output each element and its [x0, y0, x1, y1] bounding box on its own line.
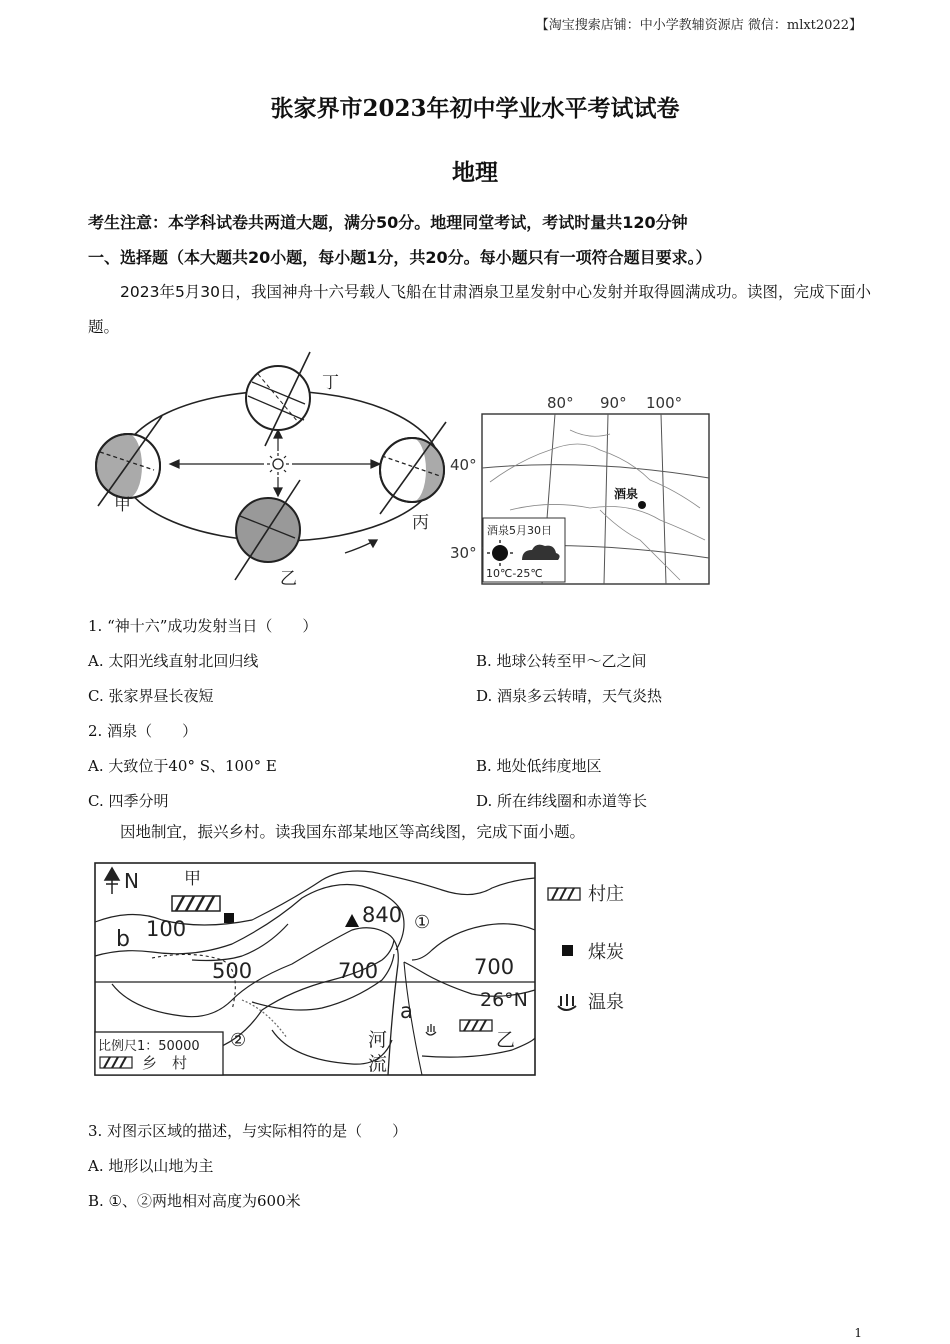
q2-option-a[interactable]: A. 大致位于40° S、100° E — [88, 757, 277, 775]
contour-700-b: 700 — [474, 955, 515, 979]
earth-jia — [96, 416, 162, 506]
legend-village: 村庄 — [588, 884, 624, 905]
q2-option-b[interactable]: B. 地处低纬度地区 — [476, 757, 602, 775]
lon-100: 100° — [646, 394, 683, 412]
page-number: 1 — [854, 1326, 862, 1340]
earth-orbit-figure — [90, 348, 470, 588]
subject-title: 地理 — [452, 159, 498, 186]
river-char-1: 河 — [368, 1029, 388, 1051]
lat-30: 30° — [450, 544, 477, 562]
legend-hot-spring-icon — [558, 994, 576, 1010]
peak-elevation: 840 — [362, 903, 403, 927]
question-3: 3. 对图示区域的描述，与实际相符的是（ ） — [88, 1122, 408, 1140]
river-char-2: 流 — [368, 1053, 388, 1075]
weather-title: 酒泉5月30日 — [487, 524, 552, 537]
question-1: 1. “神十六”成功发射当日（ ） — [88, 617, 318, 635]
jiuquan-dot — [638, 501, 646, 509]
jiuquan-map — [450, 390, 715, 590]
village-jia-label: 甲 — [184, 869, 201, 889]
q2-option-d[interactable]: D. 所在纬线圈和赤道等长 — [476, 792, 648, 810]
exam-title: 张家界市2023年初中学业水平考试试卷 — [270, 95, 680, 122]
legend-coal-symbol — [562, 945, 573, 956]
village-yi-label: 乙 — [496, 1029, 516, 1051]
contour-100: 100 — [146, 917, 187, 941]
sun-weather-icon — [492, 545, 508, 561]
q1-option-a[interactable]: A. 太阳光线直射北回归线 — [88, 652, 259, 670]
q3-option-a[interactable]: A. 地形以山地为主 — [88, 1157, 214, 1175]
q1-option-c[interactable]: C. 张家界昼长夜短 — [88, 687, 214, 705]
lon-90: 90° — [600, 394, 627, 412]
inner-legend-label: 乡 村 — [142, 1054, 188, 1072]
question-intro-1: 2023年5月30日，我国神舟十六号载人飞船在甘肃酒泉卫星发射中心发射并取得圆满成功。读图，完成下面小题。 — [88, 283, 872, 336]
section-one-heading: 一、选择题（本大题共20小题，每小题1分，共20分。每小题只有一项符合题目要求。） — [88, 248, 712, 267]
north-label: N — [124, 869, 139, 893]
legend-coal: 煤炭 — [588, 942, 624, 963]
jiuquan-label: 酒泉 — [614, 487, 639, 501]
point-a: a — [400, 999, 413, 1023]
contour-700-a: 700 — [338, 959, 379, 983]
earth-yi — [235, 480, 300, 580]
point-1: ① — [414, 912, 431, 933]
q1-option-b[interactable]: B. 地球公转至甲～乙之间 — [476, 652, 647, 670]
label-jia: 甲 — [114, 495, 131, 515]
label-bing: 丙 — [412, 513, 429, 533]
lat-40: 40° — [450, 456, 477, 474]
sun-icon — [267, 453, 289, 475]
point-2: ② — [230, 1030, 247, 1051]
label-ding: 丁 — [322, 373, 339, 393]
q2-option-c[interactable]: C. 四季分明 — [88, 792, 169, 810]
q1-option-d[interactable]: D. 酒泉多云转晴，天气炎热 — [476, 687, 663, 705]
scale-label: 比例尺1：50000 — [98, 1039, 200, 1054]
exam-notice: 考生注意：本学科试卷共两道大题，满分50分。地理同堂考试，考试时量共120分钟 — [88, 213, 688, 232]
contour-500: 500 — [212, 959, 253, 983]
q3-option-b[interactable]: B. ①、②两地相对高度为600米 — [88, 1192, 301, 1210]
weather-temp: 10℃-25℃ — [486, 567, 543, 580]
lon-80: 80° — [547, 394, 574, 412]
header-note: 【淘宝搜索店铺：中小学教辅资源店 微信：mlxt2022】 — [535, 18, 862, 33]
point-b: b — [116, 927, 130, 952]
label-yi: 乙 — [280, 569, 297, 588]
latitude-26n: 26°N — [480, 989, 528, 1011]
question-2: 2. 酒泉（ ） — [88, 722, 198, 740]
earth-bing — [380, 422, 446, 514]
coal-symbol — [224, 913, 234, 923]
contour-map — [92, 860, 652, 1080]
question-intro-2: 因地制宜，振兴乡村。读我国东部某地区等高线图，完成下面小题。 — [120, 823, 586, 841]
legend-hot-spring: 温泉 — [588, 992, 624, 1013]
